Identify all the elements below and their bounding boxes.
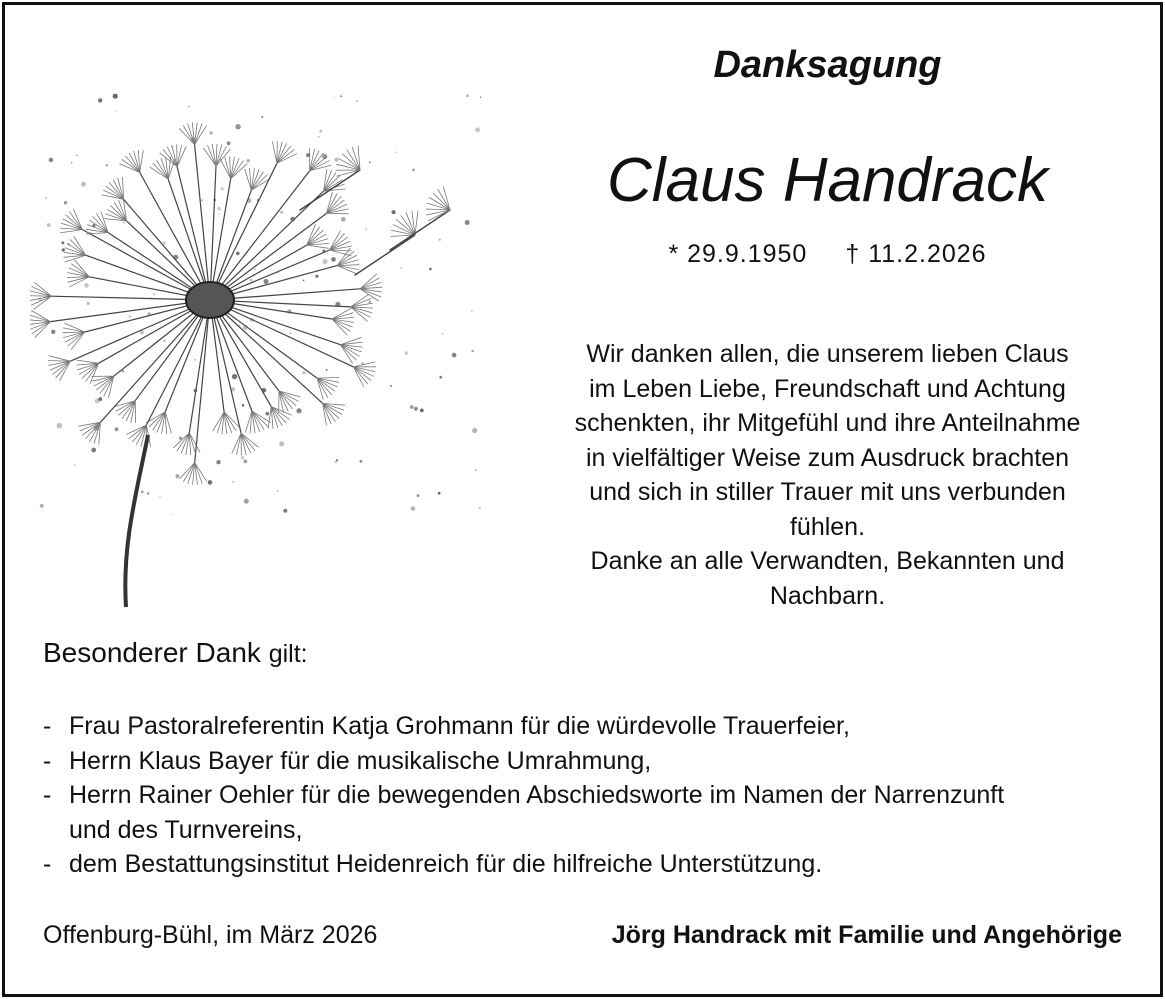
place-date: Offenburg-Bühl, im März 2026	[43, 921, 378, 949]
birth-date: * 29.9.1950	[668, 240, 808, 268]
dandelion-illustration	[30, 75, 500, 610]
life-dates	[540, 240, 1115, 269]
list-item-text: und des Turnvereins,	[69, 815, 303, 844]
list-item-text: Herrn Rainer Oehler für die bewegenden Abschiedsworte im Namen der Narrenzunft	[69, 781, 1005, 809]
special-thanks-list	[43, 709, 1004, 882]
list-item	[43, 744, 1004, 779]
bullet-dash: -	[43, 746, 52, 775]
thanks-line: Nachbarn.	[769, 581, 886, 610]
list-item	[43, 709, 1004, 744]
list-item-text: Herrn Klaus Bayer für die musikalische Umrahmung,	[69, 746, 652, 775]
list-item-text: Frau Pastoralreferentin Katja Grohmann für die würdevolle Trauerfeier,	[69, 712, 850, 740]
bullet-dash: -	[43, 850, 52, 878]
deceased-name: Claus Handrack	[606, 146, 1049, 215]
list-item	[43, 778, 1004, 813]
notice-heading: Danksagung	[713, 44, 942, 86]
list-item	[43, 847, 1004, 882]
thanks-line: Wir danken allen, die unserem lieben Claus	[586, 340, 1069, 368]
special-thanks-suffix: gilt:	[268, 640, 308, 668]
thanks-line: in vielfältiger Weise zum Ausdruck brachten	[585, 443, 1070, 472]
thanks-text	[520, 337, 1135, 613]
special-thanks-label: Besonderer Dank	[43, 637, 261, 668]
thanks-line: fühlen.	[789, 512, 866, 541]
thanks-line: und sich in stiller Trauer mit uns verbunden	[589, 478, 1066, 506]
thanks-line: Danke an alle Verwandten, Bekannten und	[590, 547, 1065, 575]
thanks-line: im Leben Liebe, Freundschaft und Achtung	[589, 374, 1066, 403]
signature: Jörg Handrack mit Familie und Angehörige	[611, 921, 1122, 949]
bullet-dash: -	[43, 781, 52, 809]
death-date: † 11.2.2026	[845, 240, 987, 268]
special-thanks-title	[43, 637, 308, 669]
thanks-line: schenkten, ihr Mitgefühl und ihre Anteilnahme	[574, 409, 1081, 437]
list-item-continuation	[43, 813, 1004, 848]
bullet-dash: -	[43, 712, 52, 740]
list-item-text: dem Bestattungsinstitut Heidenreich für die hilfreiche Unterstützung.	[69, 850, 823, 878]
